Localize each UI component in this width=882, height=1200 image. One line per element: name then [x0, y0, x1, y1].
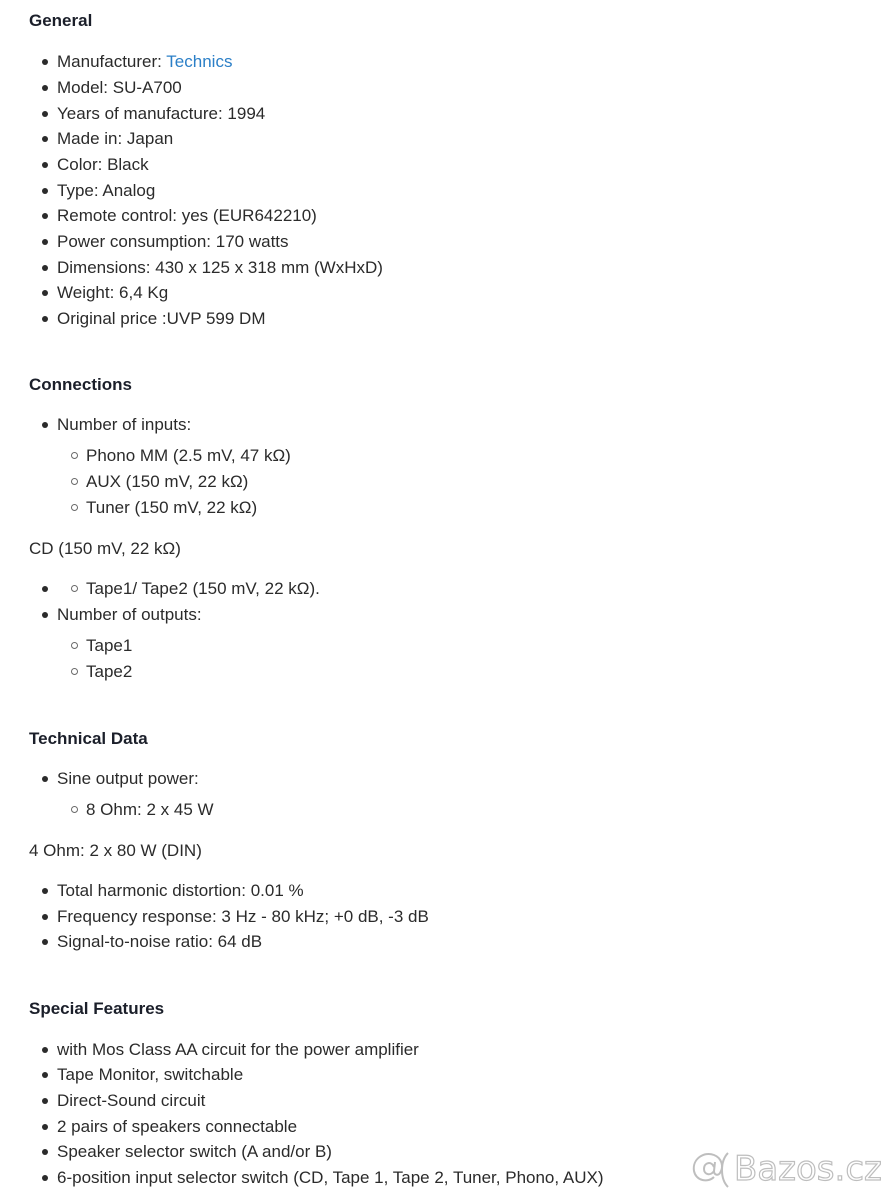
list-item: Dimensions: 430 x 125 x 318 mm (WxHxD): [57, 258, 383, 277]
list-item-outputs: Number of outputs:: [57, 605, 202, 624]
list-item: with Mos Class AA circuit for the power amplifier: [57, 1040, 419, 1059]
sub-list-item: 8 Ohm: 2 x 45 W: [86, 800, 214, 819]
bullet-icon: [42, 776, 48, 782]
bullet-icon: [42, 914, 48, 920]
sub-list-item: Tape1: [86, 636, 133, 655]
list-item: 6-position input selector switch (CD, Tape 1, Tape 2, Tuner, Phono, AUX): [57, 1168, 604, 1187]
bullet-icon: [42, 111, 48, 117]
list-item-sine: Sine output power:: [57, 769, 199, 788]
watermark-text: Bazos.cz: [734, 1149, 882, 1189]
sub-bullet-icon: [71, 452, 78, 459]
bullet-icon: [42, 213, 48, 219]
list-item: Total harmonic distortion: 0.01 %: [57, 881, 304, 900]
list-item: 2 pairs of speakers connectable: [57, 1117, 298, 1136]
bullet-icon: [42, 290, 48, 296]
bullet-icon: [42, 888, 48, 894]
manufacturer-link[interactable]: Technics: [166, 52, 233, 71]
bullet-icon: [42, 422, 48, 428]
list-item-inputs: Number of inputs:: [57, 415, 192, 434]
sub-list-item: Tuner (150 mV, 22 kΩ): [86, 498, 258, 517]
list-item: Model: SU-A700: [57, 78, 182, 97]
section-heading-technical: Technical Data: [29, 729, 148, 748]
paragraph-4ohm: 4 Ohm: 2 x 80 W (DIN): [29, 841, 202, 860]
bullet-icon: [42, 59, 48, 65]
sub-bullet-icon: [71, 585, 78, 592]
bullet-icon: [42, 1124, 48, 1130]
bullet-icon: [42, 85, 48, 91]
list-item-manufacturer: [57, 52, 232, 72]
sub-list-item: Phono MM (2.5 mV, 47 kΩ): [86, 446, 291, 465]
sub-bullet-icon: [71, 504, 78, 511]
bullet-icon: [42, 1149, 48, 1155]
list-item: Made in: Japan: [57, 129, 174, 148]
list-item: Frequency response: 3 Hz - 80 kHz; +0 dB, -3 dB: [57, 907, 429, 926]
section-heading-special: Special Features: [29, 999, 165, 1018]
list-item: Remote control: yes (EUR642210): [57, 206, 317, 225]
bullet-icon: [42, 265, 48, 271]
list-item: Signal-to-noise ratio: 64 dB: [57, 932, 263, 951]
manufacturer-label: Manufacturer:: [57, 52, 167, 71]
sub-list-item: AUX (150 mV, 22 kΩ): [86, 472, 249, 491]
bullet-icon: [42, 939, 48, 945]
list-item: Tape Monitor, switchable: [57, 1065, 244, 1084]
paragraph-cd: CD (150 mV, 22 kΩ): [29, 539, 181, 558]
bullet-icon: [42, 1047, 48, 1053]
sub-bullet-icon: [71, 806, 78, 813]
bullet-icon: [42, 239, 48, 245]
list-item: Weight: 6,4 Kg: [57, 283, 169, 302]
bullet-icon: [42, 586, 48, 592]
sub-bullet-icon: [71, 478, 78, 485]
at-sign-logo-icon: [684, 1147, 736, 1193]
section-heading-general: General: [29, 11, 93, 30]
sub-bullet-icon: [71, 668, 78, 675]
list-item: Speaker selector switch (A and/or B): [57, 1142, 332, 1161]
bullet-icon: [42, 1098, 48, 1104]
list-item: Original price :UVP 599 DM: [57, 309, 266, 328]
list-item: Years of manufacture: 1994: [57, 104, 266, 123]
bullet-icon: [42, 1072, 48, 1078]
bullet-icon: [42, 316, 48, 322]
bullet-icon: [42, 136, 48, 142]
bullet-icon: [42, 1175, 48, 1181]
list-item-tape: Tape1/ Tape2 (150 mV, 22 kΩ).: [86, 579, 320, 598]
sub-list-item: Tape2: [86, 662, 133, 681]
list-item: Direct-Sound circuit: [57, 1091, 206, 1110]
bullet-icon: [42, 612, 48, 618]
list-item: Color: Black: [57, 155, 149, 174]
section-heading-connections: Connections: [29, 375, 132, 394]
sub-bullet-icon: [71, 642, 78, 649]
bullet-icon: [42, 162, 48, 168]
bullet-icon: [42, 188, 48, 194]
bazos-watermark: [684, 1147, 882, 1193]
list-item: Type: Analog: [57, 181, 156, 200]
list-item: Power consumption: 170 watts: [57, 232, 289, 251]
